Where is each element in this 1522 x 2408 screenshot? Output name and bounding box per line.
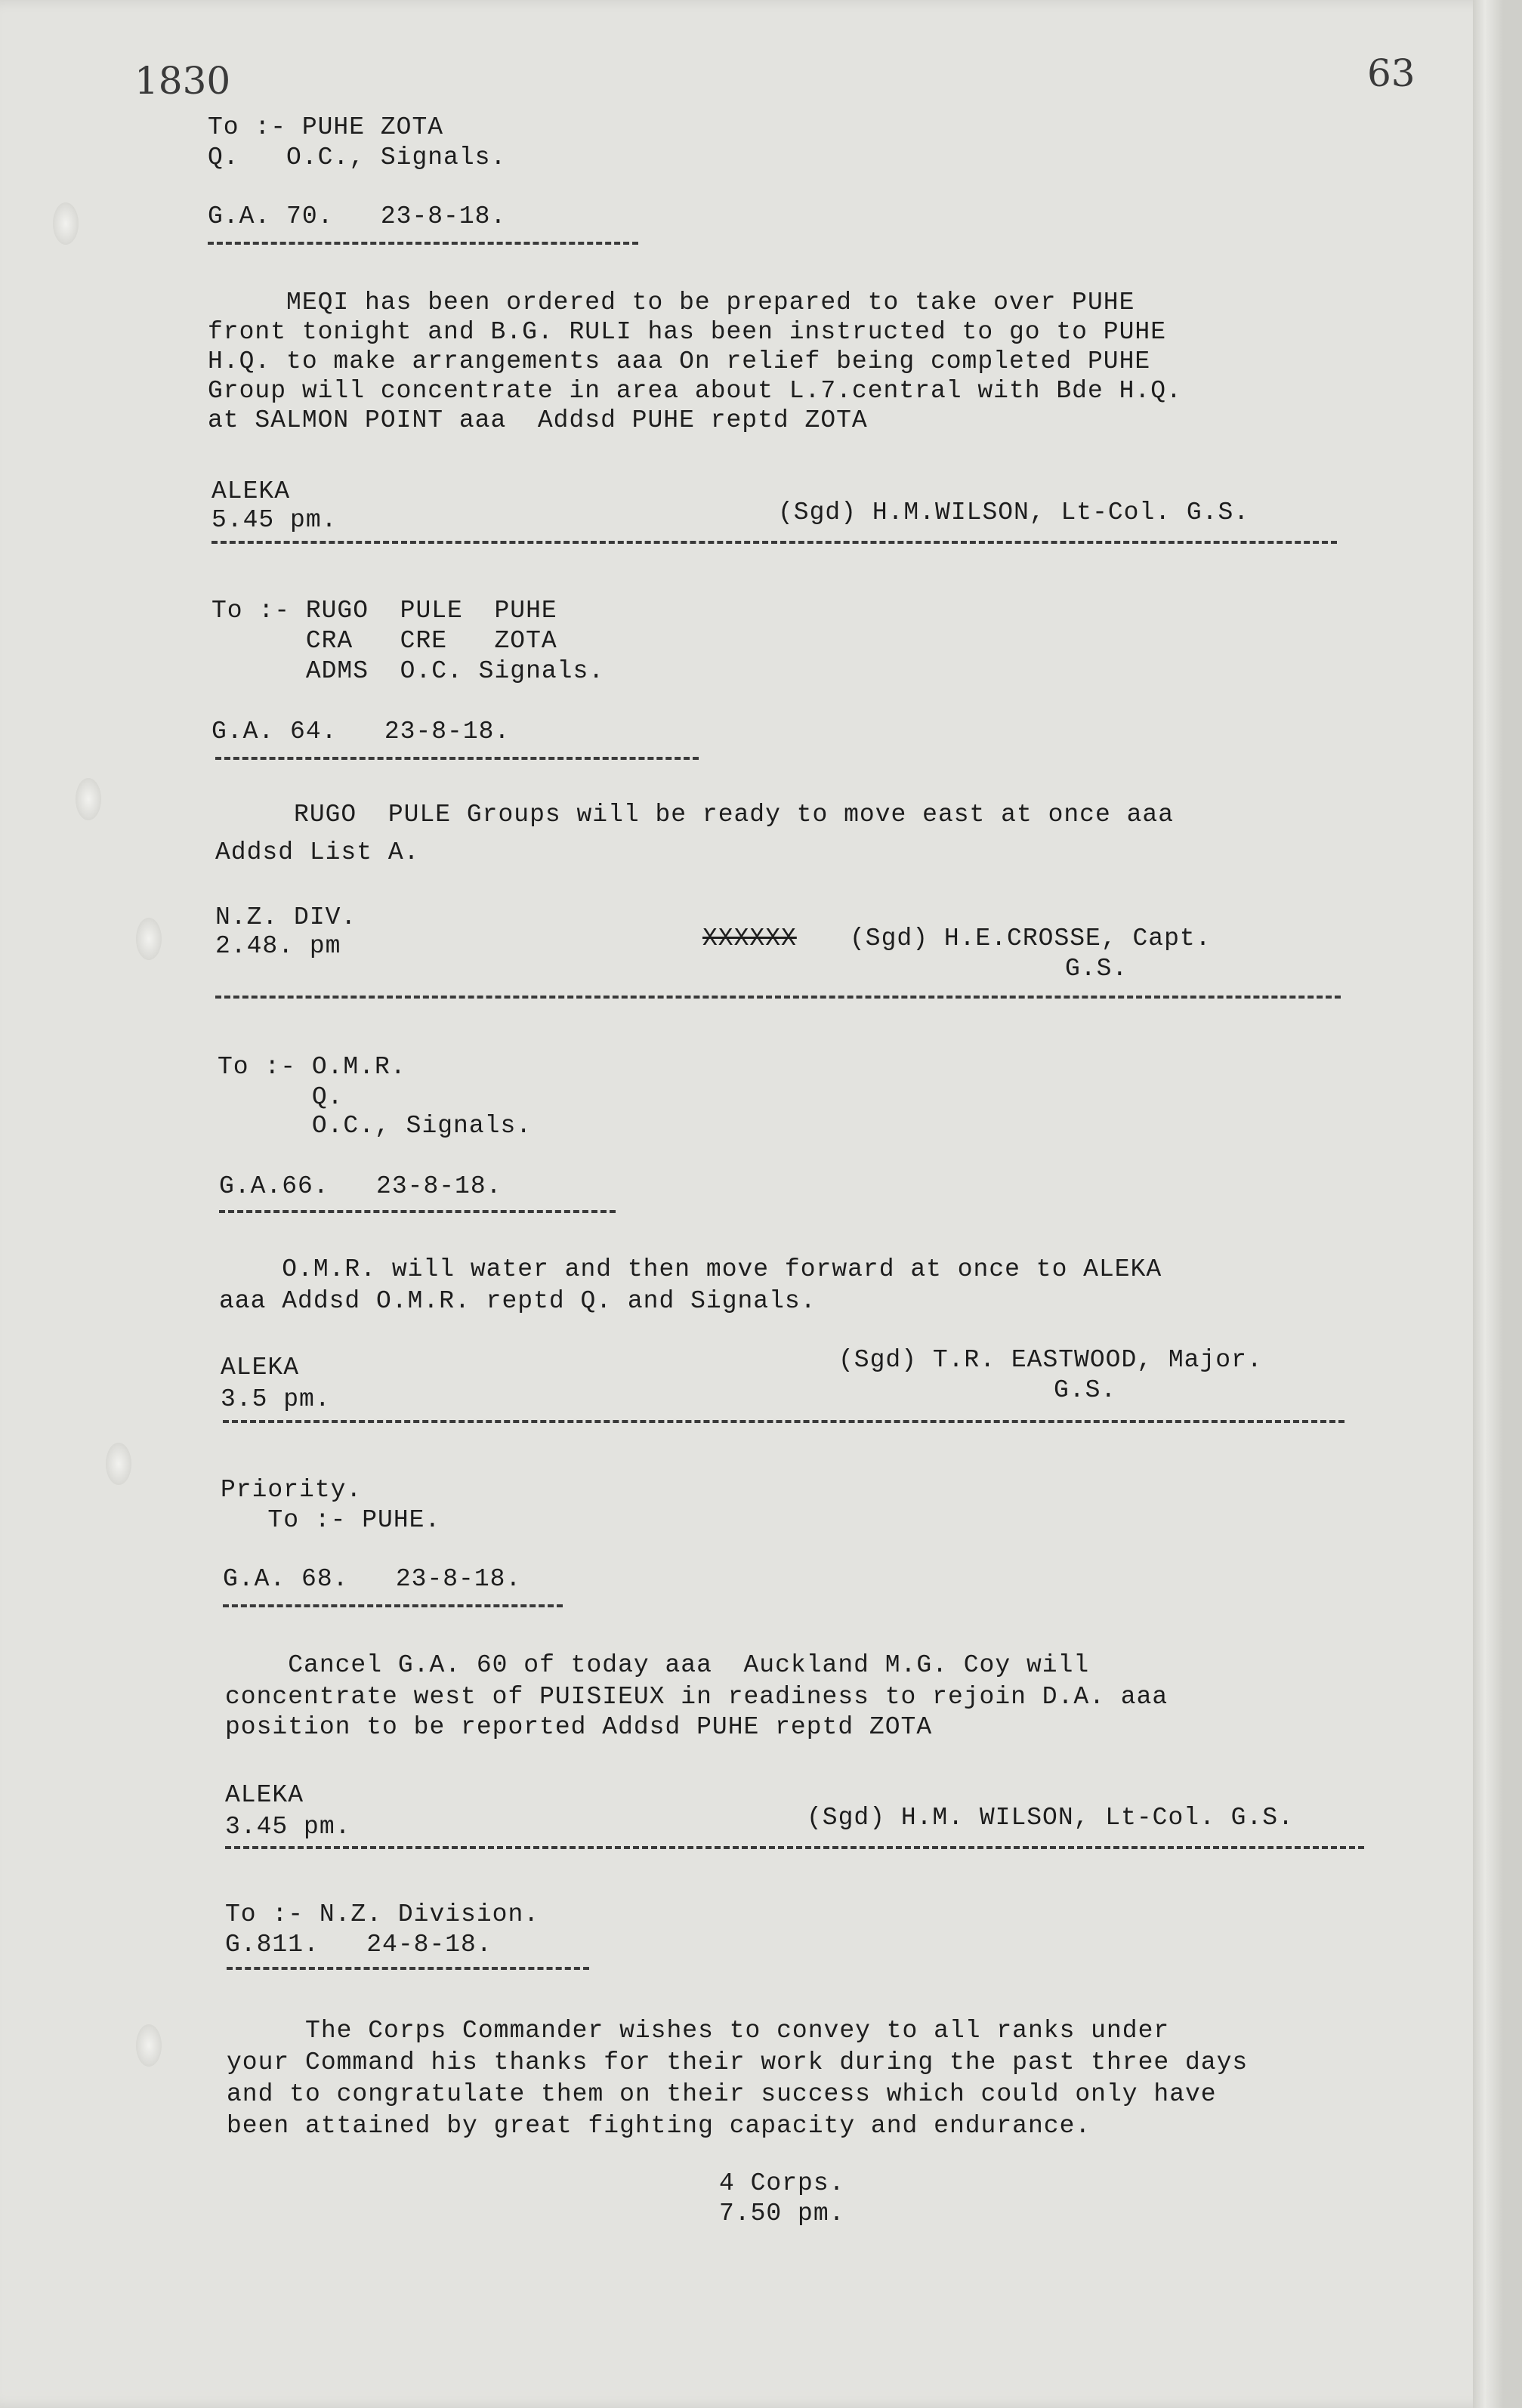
body-line: position to be reported Addsd PUHE reptd ZOTA <box>225 1713 933 1741</box>
body-line: your Command his thanks for their work during the past three days <box>227 2048 1249 2076</box>
message-reference: G.811. 24-8-18. <box>225 1931 492 1959</box>
priority-label: Priority. <box>221 1476 363 1504</box>
punch-hole <box>53 202 79 245</box>
punch-hole <box>76 778 101 820</box>
message-reference: G.A. 64. 23-8-18. <box>211 718 511 746</box>
message-reference: G.A. 70. 23-8-18. <box>208 202 507 230</box>
body-line: RUGO PULE Groups will be ready to move east at once aaa <box>215 801 1174 829</box>
recipients-line: O.C., Signals. <box>218 1112 533 1140</box>
body-line: front tonight and B.G. RULI has been instructed to go to PUHE <box>208 318 1166 346</box>
underline <box>219 1210 616 1213</box>
body-line: and to congratulate them on their success which could only have <box>227 2080 1217 2108</box>
paper-edge <box>1473 0 1503 2408</box>
time: 3.5 pm. <box>221 1385 331 1413</box>
separator <box>211 541 1337 544</box>
signature-title: G.S. <box>1054 1376 1117 1404</box>
page-number: 63 <box>1367 51 1415 95</box>
handwritten-reference: 1830 <box>134 59 231 103</box>
body-line: H.Q. to make arrangements aaa On relief being completed PUHE <box>208 347 1151 375</box>
underline <box>215 757 699 760</box>
separator <box>223 1420 1344 1423</box>
underline <box>208 242 638 245</box>
time: 3.45 pm. <box>225 1813 351 1841</box>
body-line: The Corps Commander wishes to convey to all ranks under <box>227 2017 1170 2045</box>
recipients-line: To :- RUGO PULE PUHE <box>211 597 557 625</box>
message-reference: G.A.66. 23-8-18. <box>219 1172 502 1200</box>
time: 7.50 pm. <box>719 2200 845 2227</box>
punch-hole <box>136 2024 162 2067</box>
signature: (Sgd) H.M. WILSON, Lt-Col. G.S. <box>807 1804 1294 1832</box>
origin: N.Z. DIV. <box>215 903 357 931</box>
recipients-line: To :- N.Z. Division. <box>225 1900 540 1928</box>
recipients-line: Q. <box>218 1083 344 1111</box>
underline <box>223 1604 563 1607</box>
signature-title: G.S. <box>1065 955 1128 983</box>
time: 2.48. pm <box>215 932 341 960</box>
body-line: been attained by great fighting capacity and endurance. <box>227 2112 1091 2140</box>
body-line: MEQI has been ordered to be prepared to take over PUHE <box>208 289 1135 316</box>
recipients-line: To :- PUHE. <box>221 1506 441 1534</box>
separator <box>225 1846 1364 1849</box>
separator <box>215 996 1341 999</box>
recipients-line: CRA CRE ZOTA <box>211 627 557 655</box>
time: 5.45 pm. <box>211 506 338 534</box>
message-reference: G.A. 68. 23-8-18. <box>223 1565 522 1593</box>
punch-hole <box>106 1443 131 1485</box>
body-line: O.M.R. will water and then move forward at once to ALEKA <box>219 1255 1162 1283</box>
recipients-line: To :- O.M.R. <box>218 1053 406 1081</box>
struck-text: XXXXXX <box>702 925 797 952</box>
punch-hole <box>136 918 162 960</box>
body-line: Group will concentrate in area about L.7.central with Bde H.Q. <box>208 377 1182 405</box>
origin: ALEKA <box>225 1781 304 1809</box>
origin: 4 Corps. <box>719 2169 845 2197</box>
signature: (Sgd) H.E.CROSSE, Capt. <box>850 925 1212 952</box>
recipients-line: Q. O.C., Signals. <box>208 144 507 171</box>
underline <box>227 1967 589 1970</box>
recipients-line: ADMS O.C. Signals. <box>211 657 605 685</box>
recipients-line: To :- PUHE ZOTA <box>208 113 444 141</box>
body-line: Cancel G.A. 60 of today aaa Auckland M.G. Coy will <box>225 1651 1090 1679</box>
origin: ALEKA <box>211 477 291 505</box>
body-line: Addsd List A. <box>215 838 420 866</box>
signature: (Sgd) T.R. EASTWOOD, Major. <box>838 1346 1263 1374</box>
signature: (Sgd) H.M.WILSON, Lt-Col. G.S. <box>778 499 1250 526</box>
body-line: concentrate west of PUISIEUX in readiness to rejoin D.A. aaa <box>225 1683 1169 1711</box>
body-line: at SALMON POINT aaa Addsd PUHE reptd ZOTA <box>208 406 868 434</box>
body-line: aaa Addsd O.M.R. reptd Q. and Signals. <box>219 1287 817 1315</box>
origin: ALEKA <box>221 1354 300 1382</box>
